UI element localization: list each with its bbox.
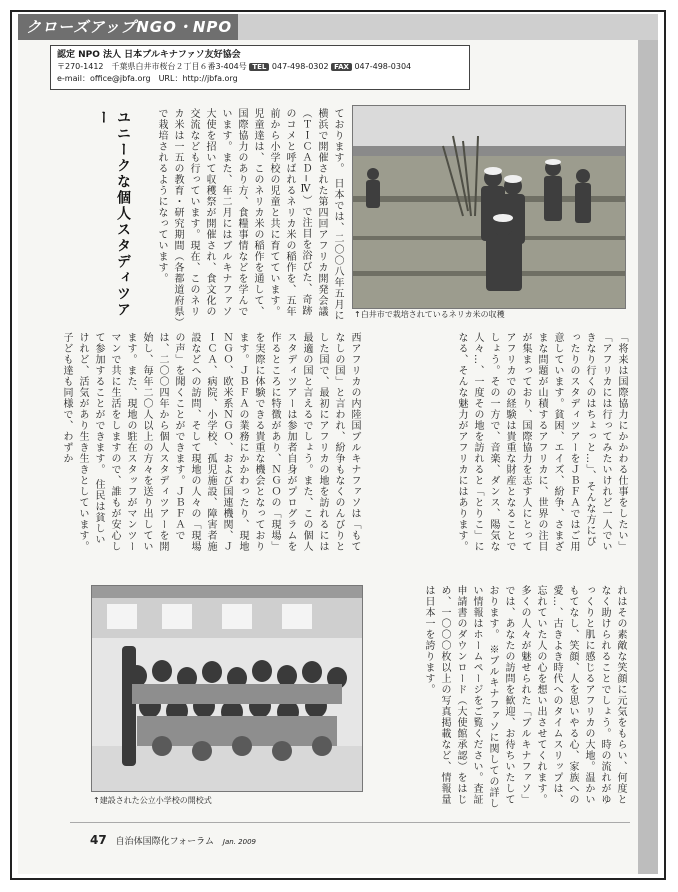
issue-date: Jan. 2009: [222, 838, 256, 846]
rice-harvest-photo: [352, 105, 626, 309]
article-lower-right: [370, 585, 628, 815]
page-footer: [90, 833, 256, 847]
school-opening-caption: ↑建設された公立小学校の開校式: [93, 796, 212, 805]
subheading-study-tour: ユニークな個人スタディツアー: [95, 110, 131, 318]
article-middle-right: 「将来は国際協力にかかわる仕事をしたい」「アフリカには行ってみたいけれど一人でいきなり行くのはちょっと…」、そんな方にぴったりのスタディツアーをＪＢＦＡではご用意しています。貧困、エイズ、紛争、さまざまな問題が山積するアフリカに、世界の注目が集まっており、国際協力を志す人にとってアフリカでの経験は貴重な財産となることでしょう。その一方で、音楽、ダンス、陽気な人々…、一度その地を訪れると「とりこ」になる、そんな魅力がアフリカにはあります。: [456, 332, 627, 552]
article-residents: 住民は貧しいけれど、活気があり生き生きとしています。子ども達も同様で、わずか: [61, 332, 104, 552]
organization-info-box: [50, 45, 470, 90]
address: 〒270-1412 千葉県白井市桜台２丁目６番3-404号: [57, 62, 247, 71]
article-info-note: ※ブルキナファソに関しての詳しい情報はホームページをご覧ください。査証申請書のダウンロード（大使館承認）をはじめ、一〇〇〇枚以上の写真掲載など、情報量は日本一を誇ります。: [423, 585, 498, 810]
school-opening-photo: [91, 585, 363, 792]
article-upper-left: [100, 108, 345, 323]
fax-number: 047-498-0304: [354, 62, 412, 71]
email-url: e-mail：office@jbfa.org URL：http://jbfa.org: [57, 74, 238, 83]
page-number: 47: [90, 833, 107, 847]
rice-harvest-caption: ↑白井市で栽培されているネリカ米の収穫: [354, 310, 505, 319]
article-smiles: れはその素敵な笑顔に元気をもらい、何度となく助けられることでしょう。時の流れがゆっくりと肌に感じるアフリカの大地。温かいもてなし、笑顔、人を思いやる心、家族への愛…、古きよき時代へのタイムスリップは、忘れていた人の心を想い出させてくれます。: [535, 585, 626, 805]
tel-number: 047-498-0302: [271, 62, 329, 71]
article-nerica-rice: 日本では、二〇〇八年五月に横浜で開催された第四回アフリカ開発会議（ＴＩＣＡＤ−Ⅳ）で注目を浴びた、奇跡のコメと呼ばれるネリカ米の稲作を、五年前から小学校の児童と共に育てています。児童達は、このネリカ米の稲作を通して、国際協力のあり方、食糧事情などを学んでいます。また、年二月にはブルキナファソ大使を招いて収穫祭が開催され、食文化の交流なども行っています。現在、このネリカ米は一五の教育・研究期間（各都道府県）で栽培されるようになっています。: [156, 108, 343, 323]
footer-rule: [70, 822, 630, 823]
magazine-name: 自治体国際化フォーラム: [115, 837, 215, 847]
article-welcome: 多くの人々が魅せられた「ブルキナファソ」では、あなたの訪問を歓迎、お待ちいたしております。: [487, 585, 530, 805]
contact-line: [57, 61, 463, 73]
organization-name: 認定 NPO 法人 日本ブルキナファソ友好協会: [57, 50, 241, 60]
article-continued: ております。: [332, 108, 343, 174]
fax-label: FAX: [331, 63, 352, 71]
article-middle-left: [61, 332, 362, 552]
page-side-edge: [638, 14, 658, 874]
section-title: クローズアップNGO・NPO: [18, 14, 238, 40]
article-burkina-intro: 西アフリカの内陸国ブルキナファソは「もてなしの国」と言われ、紛争もなくのんびりとした国で、最初にアフリカの地を訪れるには最適の国と言えるでしょう。また、この個人スタディツアーは参加者自身がプログラムを作るところに特徴があり、ＮＧＯの「現場」を実際に体験できる貴重な機会となっております。ＪＢＦＡの業務にかかわったり、現地ＮＧＯ、欧米系ＮＧＯ、および国連機関、ＪＩＣＡ、病院、小学校、孤児施設、障害者施設などへの訪問、そして現地の人々の「現場の声」を聞くことができます。ＪＢＦＡでは、二〇〇四年から個人スタディツアーを開始し、毎年二〇人以上の方々を送り出しています。また、現地の駐在スタッフがマンツーマンで共に生活をしますので、誰もが安心して参加することができます。: [93, 332, 360, 552]
tel-label: TEL: [249, 63, 269, 71]
